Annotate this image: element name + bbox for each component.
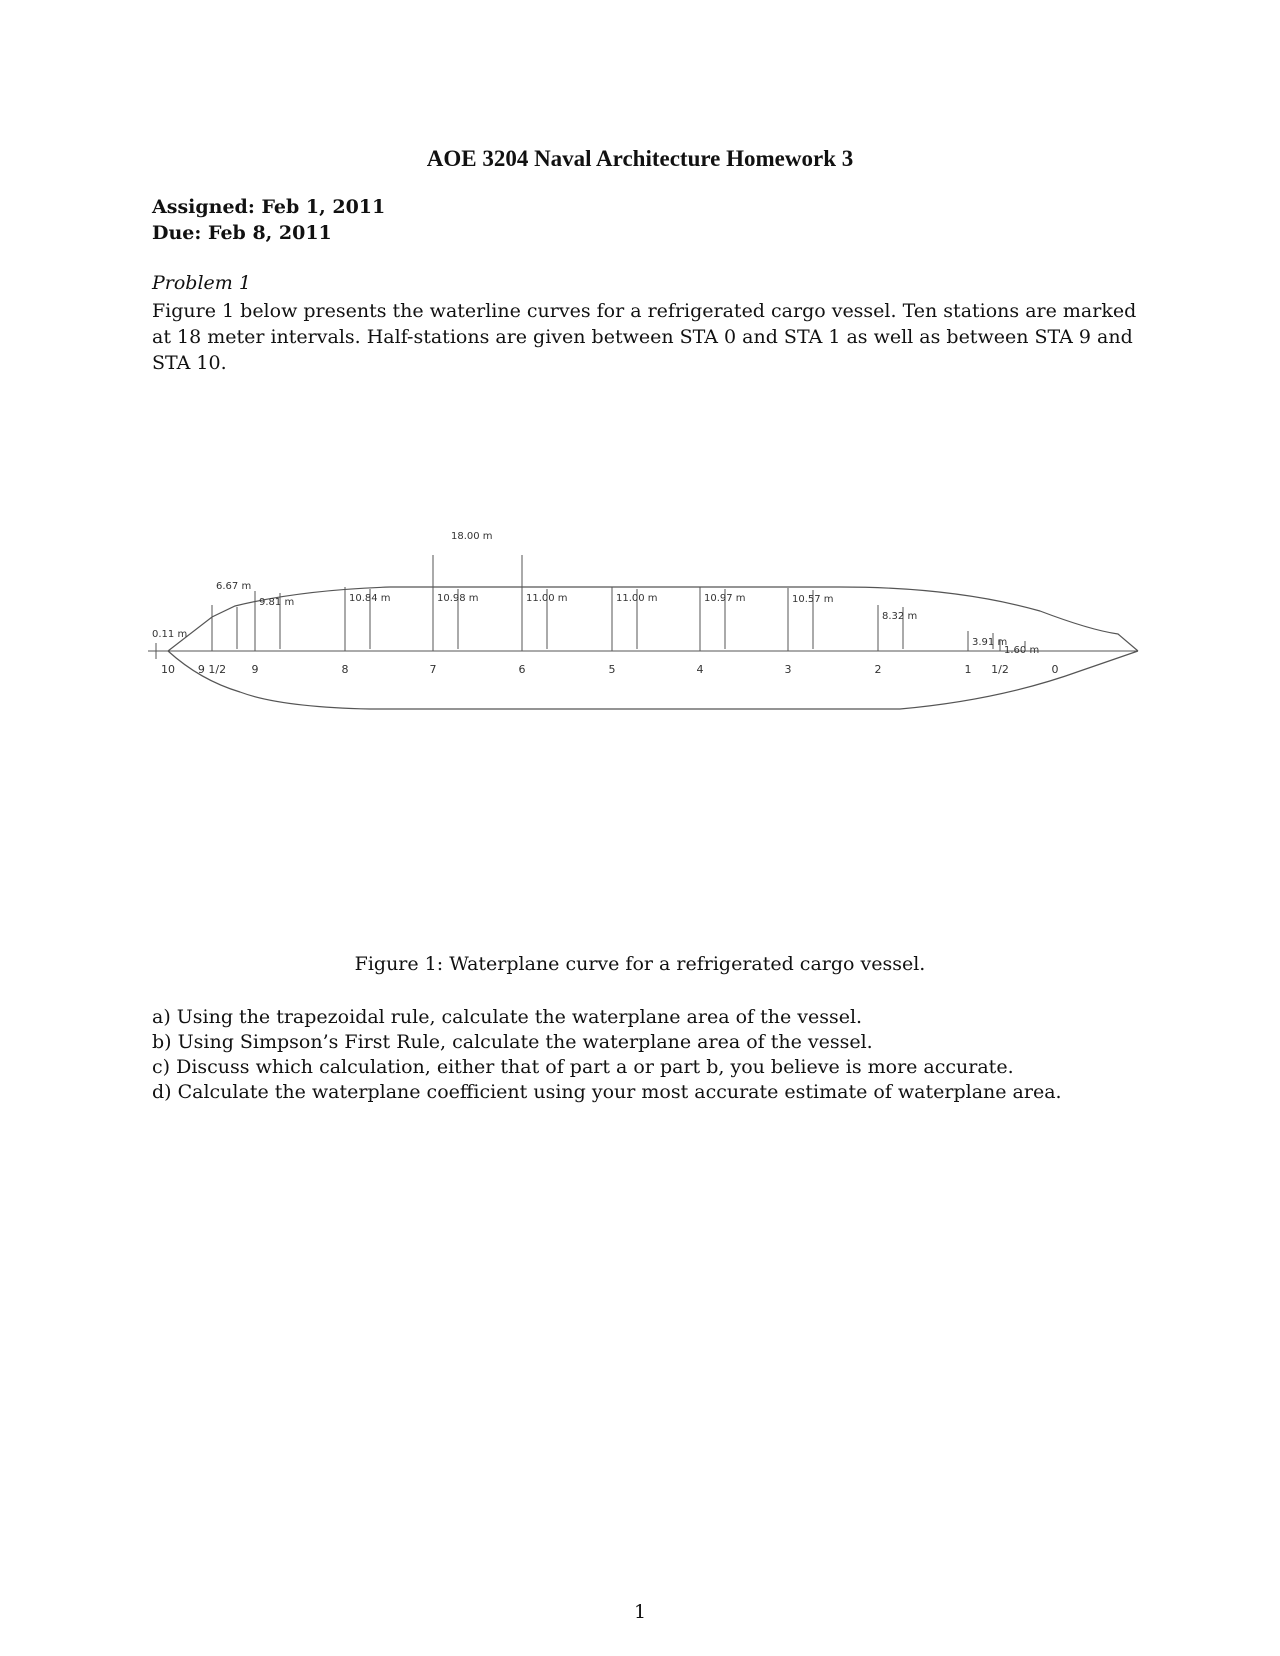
half-breadth-label: 1.60 m xyxy=(1004,645,1040,656)
station-label: 1/2 xyxy=(991,663,1009,676)
station-label: 2 xyxy=(874,663,882,676)
figure-caption: Figure 1: Waterplane curve for a refrigerated cargo vessel. xyxy=(354,953,926,975)
half-breadth-label: 10.57 m xyxy=(792,594,834,605)
spacing-label: 18.00 m xyxy=(448,531,496,542)
station-label: 6 xyxy=(518,663,526,676)
half-breadth-label: 8.32 m xyxy=(882,611,918,622)
waterplane-drawing xyxy=(140,555,1140,725)
half-breadth-label: 11.00 m xyxy=(526,593,568,604)
half-breadth-label: 9.81 m xyxy=(259,597,295,608)
half-breadth-label: 11.00 m xyxy=(616,593,658,604)
due-date: Due: Feb 8, 2011 xyxy=(152,222,332,244)
problem-description: Figure 1 below presents the waterline curves for a refrigerated cargo vessel. Ten stations are marked at 18 meter intervals. Half-stations are given between STA 0 and STA 1 as well as between STA 9 and STA 10. xyxy=(152,300,1137,374)
station-label: 9 xyxy=(251,663,259,676)
station-label: 4 xyxy=(696,663,704,676)
page-title: AOE 3204 Naval Architecture Homework 3 xyxy=(426,146,854,171)
waterplane-figure xyxy=(140,531,1140,729)
station-label: 10 xyxy=(161,663,175,676)
station-label: 0 xyxy=(1051,663,1059,676)
station-label: 5 xyxy=(608,663,616,676)
page-number: 1 xyxy=(633,1601,647,1623)
half-breadth-label: 0.11 m xyxy=(152,629,188,640)
question-list xyxy=(152,1005,1062,1105)
half-breadth-label: 3.91 m xyxy=(972,637,1008,648)
half-breadth-label: 10.84 m xyxy=(349,593,391,604)
half-breadth-label: 6.67 m xyxy=(216,581,252,592)
hull-lower-curve xyxy=(168,651,1138,709)
station-label: 3 xyxy=(784,663,792,676)
station-label: 8 xyxy=(341,663,349,676)
half-breadth-label: 10.97 m xyxy=(704,593,746,604)
question-d: d) Calculate the waterplane coefficient using your most accurate estimate of waterplane area. xyxy=(152,1081,1062,1103)
question-c: c) Discuss which calculation, either that of part a or part b, you believe is more accurate. xyxy=(152,1056,1014,1078)
station-label: 7 xyxy=(429,663,437,676)
question-a: a) Using the trapezoidal rule, calculate the waterplane area of the vessel. xyxy=(152,1006,863,1028)
assigned-date: Assigned: Feb 1, 2011 xyxy=(152,196,386,218)
problem-label: Problem 1 xyxy=(152,272,251,294)
station-label: 9 1/2 xyxy=(197,663,227,676)
station-label: 1 xyxy=(964,663,972,676)
half-breadth-label: 10.98 m xyxy=(437,593,479,604)
question-b: b) Using Simpson’s First Rule, calculate the waterplane area of the vessel. xyxy=(152,1031,873,1053)
